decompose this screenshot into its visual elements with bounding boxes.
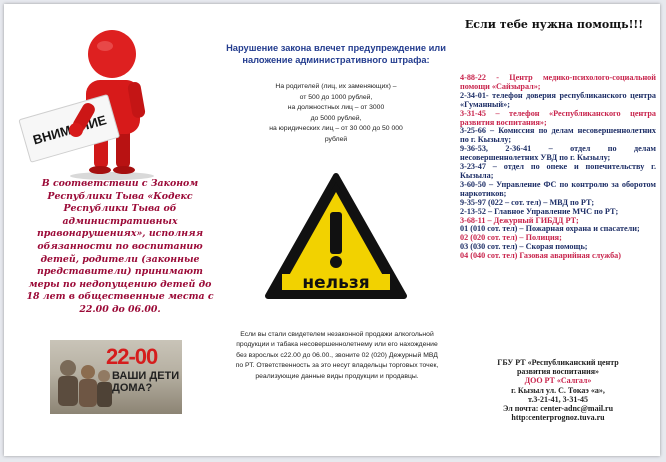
org-line: г. Кызыл ул. С. Токаэ «а», xyxy=(511,385,605,395)
left-column xyxy=(4,4,224,456)
phone-item: 4-88-22 - Центр медико-психолого-социальной помощи «Сайзырал»; xyxy=(460,73,656,91)
fine-line: На родителей (лиц, их заменяющих) – xyxy=(275,83,397,90)
phone-item: 03 (030 сот. тел) – Скорая помощь; xyxy=(460,242,588,252)
promo-time: 22-00 xyxy=(106,344,158,369)
fine-line: до 5000 рублей, xyxy=(310,114,362,122)
right-column xyxy=(448,4,660,456)
org-line: ДОО РТ «Салгал» xyxy=(524,376,592,386)
phone-item: 3-31-45 – телефон «Республиканского центра развития воспитания»; xyxy=(460,108,656,127)
middle-column xyxy=(224,4,448,456)
phone-item: 9-36-53, 2-36-41 – отдел по делам несовершеннолетних УВД по г. Кызылу; xyxy=(460,144,656,163)
phone-list xyxy=(460,74,656,261)
phone-item: 04 (040 сот. тел) Газовая аварийная служба) xyxy=(460,251,621,261)
fine-line: рублей xyxy=(324,135,348,143)
org-email: Эл почта: center-adnc@mail.ru xyxy=(502,404,614,414)
fine-line: от 500 до 1000 рублей, xyxy=(299,93,373,101)
law-text: В соответствии с Законом Республики Тыва «Кодекс Республики Тыва об административных правонарушениях», исполняя обязанности по воспитанию детей, родители (законные представители) принимают меры по недопущению детей до 18 лет в общественные места с 22.00 до 06.00. xyxy=(26,178,214,315)
phone-item: 2-34-01- телефон доверия республиканского центра «Гуманный»; xyxy=(460,90,656,109)
phone-item: 9-35-97 (022 – сот. тел) – МВД по РТ; xyxy=(460,197,595,207)
fine-heading: Нарушение закона влечет предупреждение или наложение административного штрафа: xyxy=(226,43,446,65)
org-line: т.3-21-41, 3-31-45 xyxy=(528,394,588,404)
report-text: Если вы стали свидетелем незаконной продажи алкогольной продукции и табака несовершеннолетнему или его нахождение без взрослых с22.00 до 06.00., звоните 02 (020) Дежурный МВД по РТ. Ответственность за это несут владельцы торговых точек, реализующие данные виды продукции и продавцы. xyxy=(235,331,439,380)
figure-with-sign-icon xyxy=(16,22,186,182)
promo-question: ВАШИ ДЕТИ ДОМА? xyxy=(112,370,180,394)
phone-item: 3-25-66 – Комиссия по делам несовершеннолетних по г. Кызылу; xyxy=(460,126,656,145)
promo-image xyxy=(50,340,182,414)
organization-info xyxy=(460,358,656,422)
fine-line: на должностных лиц – от 3000 xyxy=(287,104,385,112)
phone-item: 2-13-52 – Главное Управление МЧС по РТ; xyxy=(460,206,619,216)
org-line: развития воспитания» xyxy=(516,367,600,377)
phone-item: 01 (010 сот. тел) – Пожарная охрана и спасатели; xyxy=(460,224,640,234)
phone-item: 02 (020 сот. тел) – Полиция; xyxy=(460,233,562,243)
phone-item: 3-60-50 – Управление ФС по контролю за оборотом наркотиков; xyxy=(460,179,656,198)
fine-line: на юридических лиц – от 30 000 до 50 000 xyxy=(269,125,403,133)
warning-word: нельзя xyxy=(302,273,370,293)
fine-details xyxy=(234,82,438,146)
warning-triangle-icon xyxy=(264,170,408,302)
phone-item: 3-68-11 – Дежурный ГИБДД РТ; xyxy=(460,215,579,225)
org-line: ГБУ РТ «Республиканский центр xyxy=(497,358,619,367)
leaflet-page xyxy=(4,4,660,456)
help-heading: Если тебе нужна помощь!!! xyxy=(464,18,644,31)
phone-item: 3-23-47 – отдел по опеке и попечительству г. Кызыла; xyxy=(460,162,656,180)
org-website: http:centerprognoz.tuva.ru xyxy=(511,413,605,423)
